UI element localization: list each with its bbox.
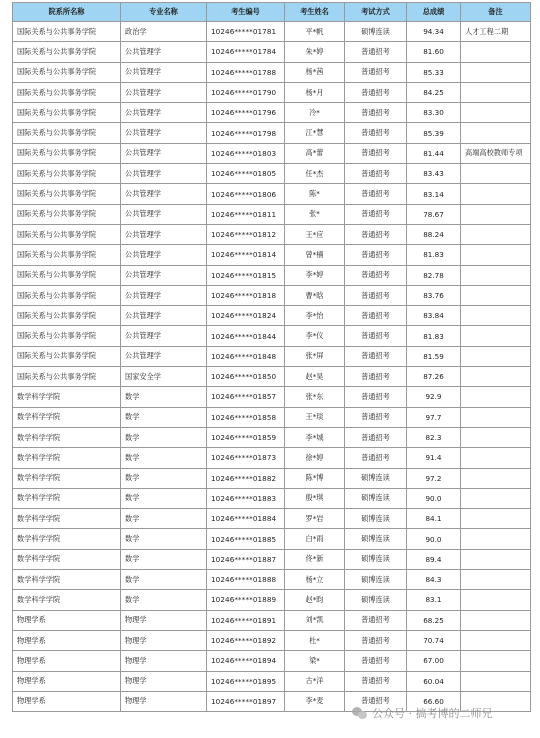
cell-total-score: 81.44 bbox=[407, 143, 461, 163]
table-row bbox=[13, 326, 531, 346]
cell-college: 国际关系与公共事务学院 bbox=[13, 82, 121, 102]
cell-candidate-name: 王*应 bbox=[285, 224, 345, 244]
cell-note bbox=[461, 245, 531, 265]
cell-note bbox=[461, 387, 531, 407]
cell-note bbox=[461, 103, 531, 123]
cell-total-score: 82.3 bbox=[407, 427, 461, 447]
table-row bbox=[13, 22, 531, 42]
cell-college: 国际关系与公共事务学院 bbox=[13, 103, 121, 123]
header-note: 备注 bbox=[461, 3, 531, 22]
cell-candidate-id: 10246*****01887 bbox=[207, 549, 285, 569]
cell-total-score: 90.0 bbox=[407, 488, 461, 508]
cell-candidate-id: 10246*****01784 bbox=[207, 42, 285, 62]
cell-major: 数学 bbox=[121, 590, 207, 610]
cell-college: 国际关系与公共事务学院 bbox=[13, 62, 121, 82]
cell-total-score: 81.83 bbox=[407, 245, 461, 265]
cell-note bbox=[461, 82, 531, 102]
cell-total-score: 83.30 bbox=[407, 103, 461, 123]
cell-candidate-id: 10246*****01883 bbox=[207, 488, 285, 508]
cell-candidate-id: 10246*****01818 bbox=[207, 285, 285, 305]
cell-total-score: 97.2 bbox=[407, 468, 461, 488]
cell-candidate-id: 10246*****01873 bbox=[207, 448, 285, 468]
cell-note bbox=[461, 184, 531, 204]
cell-college: 物理学系 bbox=[13, 651, 121, 671]
cell-college: 数学科学学院 bbox=[13, 407, 121, 427]
table-row bbox=[13, 407, 531, 427]
cell-candidate-id: 10246*****01803 bbox=[207, 143, 285, 163]
cell-total-score: 89.4 bbox=[407, 549, 461, 569]
cell-note bbox=[461, 448, 531, 468]
cell-note bbox=[461, 346, 531, 366]
cell-total-score: 66.60 bbox=[407, 691, 461, 711]
cell-major: 数学 bbox=[121, 468, 207, 488]
cell-college: 数学科学学院 bbox=[13, 529, 121, 549]
table-row bbox=[13, 265, 531, 285]
cell-candidate-name: 杨*茜 bbox=[285, 62, 345, 82]
cell-note bbox=[461, 326, 531, 346]
cell-exam-method: 普通招考 bbox=[345, 610, 407, 630]
cell-exam-method: 硕博连读 bbox=[345, 570, 407, 590]
cell-exam-method: 普通招考 bbox=[345, 427, 407, 447]
cell-candidate-name: 陈*博 bbox=[285, 468, 345, 488]
cell-candidate-name: 殷*琪 bbox=[285, 488, 345, 508]
cell-college: 物理学系 bbox=[13, 610, 121, 630]
cell-candidate-name: 李*仪 bbox=[285, 326, 345, 346]
watermark bbox=[352, 703, 493, 723]
cell-total-score: 70.74 bbox=[407, 630, 461, 650]
cell-note bbox=[461, 509, 531, 529]
cell-candidate-id: 10246*****01884 bbox=[207, 509, 285, 529]
cell-candidate-name: 杨*立 bbox=[285, 570, 345, 590]
table-row bbox=[13, 245, 531, 265]
cell-candidate-id: 10246*****01889 bbox=[207, 590, 285, 610]
table-row bbox=[13, 103, 531, 123]
cell-exam-method: 普通招考 bbox=[345, 651, 407, 671]
header-candidate-name: 考生姓名 bbox=[285, 3, 345, 22]
cell-major: 公共管理学 bbox=[121, 224, 207, 244]
cell-total-score: 92.9 bbox=[407, 387, 461, 407]
cell-total-score: 85.39 bbox=[407, 123, 461, 143]
cell-exam-method: 硕博连读 bbox=[345, 468, 407, 488]
cell-candidate-id: 10246*****01814 bbox=[207, 245, 285, 265]
cell-total-score: 81.83 bbox=[407, 326, 461, 346]
cell-total-score: 83.1 bbox=[407, 590, 461, 610]
cell-major: 公共管理学 bbox=[121, 82, 207, 102]
cell-major: 数学 bbox=[121, 448, 207, 468]
cell-major: 物理学 bbox=[121, 651, 207, 671]
cell-note bbox=[461, 204, 531, 224]
table-row bbox=[13, 488, 531, 508]
cell-candidate-name: 罗*岩 bbox=[285, 509, 345, 529]
cell-major: 数学 bbox=[121, 509, 207, 529]
cell-candidate-name: 陈* bbox=[285, 184, 345, 204]
cell-candidate-id: 10246*****01815 bbox=[207, 265, 285, 285]
cell-candidate-id: 10246*****01806 bbox=[207, 184, 285, 204]
table-header-row bbox=[13, 3, 531, 22]
cell-major: 物理学 bbox=[121, 610, 207, 630]
table-row bbox=[13, 427, 531, 447]
cell-note bbox=[461, 488, 531, 508]
watermark-text: 公众号 · 搞考博的二师兄 bbox=[372, 707, 493, 720]
cell-total-score: 88.24 bbox=[407, 224, 461, 244]
cell-total-score: 84.3 bbox=[407, 570, 461, 590]
cell-major: 数学 bbox=[121, 570, 207, 590]
cell-candidate-id: 10246*****01897 bbox=[207, 691, 285, 711]
cell-note bbox=[461, 123, 531, 143]
cell-exam-method: 普通招考 bbox=[345, 224, 407, 244]
cell-note bbox=[461, 570, 531, 590]
cell-total-score: 81.60 bbox=[407, 42, 461, 62]
cell-total-score: 87.26 bbox=[407, 367, 461, 387]
cell-candidate-id: 10246*****01805 bbox=[207, 164, 285, 184]
cell-candidate-id: 10246*****01894 bbox=[207, 651, 285, 671]
cell-exam-method: 普通招考 bbox=[345, 62, 407, 82]
cell-college: 数学科学学院 bbox=[13, 549, 121, 569]
cell-exam-method: 普通招考 bbox=[345, 691, 407, 711]
cell-exam-method: 普通招考 bbox=[345, 143, 407, 163]
cell-total-score: 85.33 bbox=[407, 62, 461, 82]
cell-candidate-name: 张*屏 bbox=[285, 346, 345, 366]
table-row bbox=[13, 590, 531, 610]
cell-total-score: 83.14 bbox=[407, 184, 461, 204]
cell-candidate-name: 佟*新 bbox=[285, 549, 345, 569]
cell-exam-method: 普通招考 bbox=[345, 184, 407, 204]
cell-note bbox=[461, 265, 531, 285]
cell-total-score: 83.76 bbox=[407, 285, 461, 305]
cell-candidate-name: 高*蕾 bbox=[285, 143, 345, 163]
cell-college: 物理学系 bbox=[13, 691, 121, 711]
cell-college: 国际关系与公共事务学院 bbox=[13, 42, 121, 62]
table-row bbox=[13, 143, 531, 163]
cell-exam-method: 普通招考 bbox=[345, 448, 407, 468]
cell-college: 国际关系与公共事务学院 bbox=[13, 326, 121, 346]
cell-major: 公共管理学 bbox=[121, 164, 207, 184]
cell-exam-method: 普通招考 bbox=[345, 346, 407, 366]
cell-note bbox=[461, 42, 531, 62]
cell-major: 政治学 bbox=[121, 22, 207, 42]
cell-total-score: 94.34 bbox=[407, 22, 461, 42]
cell-candidate-name: 杜* bbox=[285, 630, 345, 650]
cell-college: 数学科学学院 bbox=[13, 509, 121, 529]
table-row bbox=[13, 62, 531, 82]
cell-major: 公共管理学 bbox=[121, 103, 207, 123]
cell-note bbox=[461, 164, 531, 184]
cell-exam-method: 硕博连读 bbox=[345, 590, 407, 610]
cell-exam-method: 普通招考 bbox=[345, 103, 407, 123]
table-row bbox=[13, 123, 531, 143]
cell-note bbox=[461, 224, 531, 244]
table-row bbox=[13, 204, 531, 224]
cell-candidate-name: 徐*婷 bbox=[285, 448, 345, 468]
cell-note bbox=[461, 651, 531, 671]
cell-college: 国际关系与公共事务学院 bbox=[13, 224, 121, 244]
table-row bbox=[13, 184, 531, 204]
cell-note bbox=[461, 367, 531, 387]
cell-college: 国际关系与公共事务学院 bbox=[13, 143, 121, 163]
cell-candidate-name: 杨*月 bbox=[285, 82, 345, 102]
table-row bbox=[13, 671, 531, 691]
cell-candidate-name: 李*麦 bbox=[285, 691, 345, 711]
cell-major: 公共管理学 bbox=[121, 346, 207, 366]
cell-major: 数学 bbox=[121, 407, 207, 427]
cell-major: 物理学 bbox=[121, 630, 207, 650]
cell-candidate-name: 任*杰 bbox=[285, 164, 345, 184]
cell-exam-method: 普通招考 bbox=[345, 123, 407, 143]
cell-major: 公共管理学 bbox=[121, 143, 207, 163]
cell-candidate-id: 10246*****01798 bbox=[207, 123, 285, 143]
cell-exam-method: 普通招考 bbox=[345, 306, 407, 326]
table-row bbox=[13, 570, 531, 590]
wechat-icon bbox=[352, 706, 368, 720]
cell-candidate-id: 10246*****01858 bbox=[207, 407, 285, 427]
cell-college: 国际关系与公共事务学院 bbox=[13, 265, 121, 285]
cell-candidate-name: 白*雨 bbox=[285, 529, 345, 549]
cell-candidate-name: 古*洋 bbox=[285, 671, 345, 691]
cell-candidate-name: 曾*楠 bbox=[285, 245, 345, 265]
cell-candidate-name: 曹*晗 bbox=[285, 285, 345, 305]
cell-total-score: 90.0 bbox=[407, 529, 461, 549]
cell-college: 数学科学学院 bbox=[13, 488, 121, 508]
cell-major: 公共管理学 bbox=[121, 184, 207, 204]
cell-major: 公共管理学 bbox=[121, 62, 207, 82]
cell-college: 国际关系与公共事务学院 bbox=[13, 285, 121, 305]
cell-candidate-name: 梁* bbox=[285, 651, 345, 671]
cell-major: 公共管理学 bbox=[121, 306, 207, 326]
cell-major: 物理学 bbox=[121, 691, 207, 711]
table-row bbox=[13, 448, 531, 468]
cell-total-score: 84.25 bbox=[407, 82, 461, 102]
cell-college: 数学科学学院 bbox=[13, 570, 121, 590]
cell-note bbox=[461, 62, 531, 82]
cell-candidate-name: 冷* bbox=[285, 103, 345, 123]
cell-candidate-id: 10246*****01888 bbox=[207, 570, 285, 590]
cell-total-score: 67.00 bbox=[407, 651, 461, 671]
table-row bbox=[13, 509, 531, 529]
cell-exam-method: 硕博连读 bbox=[345, 509, 407, 529]
cell-total-score: 81.59 bbox=[407, 346, 461, 366]
cell-candidate-name: 张*东 bbox=[285, 387, 345, 407]
cell-note bbox=[461, 468, 531, 488]
header-major: 专业名称 bbox=[121, 3, 207, 22]
table-row bbox=[13, 306, 531, 326]
cell-candidate-name: 刘*凯 bbox=[285, 610, 345, 630]
cell-candidate-name: 赵*昊 bbox=[285, 367, 345, 387]
cell-note bbox=[461, 610, 531, 630]
header-candidate-id: 考生编号 bbox=[207, 3, 285, 22]
cell-major: 物理学 bbox=[121, 671, 207, 691]
cell-college: 国际关系与公共事务学院 bbox=[13, 204, 121, 224]
table-row bbox=[13, 82, 531, 102]
cell-college: 数学科学学院 bbox=[13, 448, 121, 468]
header-total-score: 总成绩 bbox=[407, 3, 461, 22]
cell-exam-method: 普通招考 bbox=[345, 326, 407, 346]
cell-major: 数学 bbox=[121, 427, 207, 447]
cell-exam-method: 普通招考 bbox=[345, 285, 407, 305]
cell-exam-method: 硕博连读 bbox=[345, 22, 407, 42]
cell-candidate-name: 平*帆 bbox=[285, 22, 345, 42]
header-exam-method: 考试方式 bbox=[345, 3, 407, 22]
cell-college: 国际关系与公共事务学院 bbox=[13, 22, 121, 42]
cell-exam-method: 硕博连读 bbox=[345, 488, 407, 508]
table-row bbox=[13, 549, 531, 569]
cell-total-score: 97.7 bbox=[407, 407, 461, 427]
cell-exam-method: 普通招考 bbox=[345, 630, 407, 650]
cell-note bbox=[461, 306, 531, 326]
cell-exam-method: 硕博连读 bbox=[345, 529, 407, 549]
cell-candidate-id: 10246*****01892 bbox=[207, 630, 285, 650]
cell-note bbox=[461, 285, 531, 305]
cell-exam-method: 普通招考 bbox=[345, 204, 407, 224]
table-row bbox=[13, 651, 531, 671]
table-row bbox=[13, 367, 531, 387]
table-row bbox=[13, 346, 531, 366]
table-row bbox=[13, 630, 531, 650]
cell-college: 数学科学学院 bbox=[13, 427, 121, 447]
cell-note bbox=[461, 590, 531, 610]
cell-note: 人才工程二期 bbox=[461, 22, 531, 42]
cell-candidate-id: 10246*****01891 bbox=[207, 610, 285, 630]
cell-college: 国际关系与公共事务学院 bbox=[13, 245, 121, 265]
cell-exam-method: 硕博连读 bbox=[345, 549, 407, 569]
cell-candidate-name: 李*婷 bbox=[285, 265, 345, 285]
cell-candidate-id: 10246*****01859 bbox=[207, 427, 285, 447]
cell-total-score: 78.67 bbox=[407, 204, 461, 224]
cell-major: 公共管理学 bbox=[121, 285, 207, 305]
cell-college: 国际关系与公共事务学院 bbox=[13, 123, 121, 143]
cell-candidate-id: 10246*****01811 bbox=[207, 204, 285, 224]
cell-college: 数学科学学院 bbox=[13, 468, 121, 488]
header-college: 院系所名称 bbox=[13, 3, 121, 22]
cell-note bbox=[461, 529, 531, 549]
table-row bbox=[13, 610, 531, 630]
cell-exam-method: 普通招考 bbox=[345, 387, 407, 407]
cell-candidate-name: 江*慧 bbox=[285, 123, 345, 143]
table-row bbox=[13, 42, 531, 62]
cell-major: 公共管理学 bbox=[121, 245, 207, 265]
admission-results-table bbox=[12, 2, 531, 712]
cell-major: 数学 bbox=[121, 488, 207, 508]
cell-candidate-id: 10246*****01812 bbox=[207, 224, 285, 244]
cell-candidate-id: 10246*****01882 bbox=[207, 468, 285, 488]
cell-candidate-id: 10246*****01885 bbox=[207, 529, 285, 549]
table-row bbox=[13, 468, 531, 488]
cell-candidate-id: 10246*****01848 bbox=[207, 346, 285, 366]
cell-candidate-name: 王*琰 bbox=[285, 407, 345, 427]
cell-college: 数学科学学院 bbox=[13, 590, 121, 610]
cell-exam-method: 普通招考 bbox=[345, 245, 407, 265]
cell-total-score: 82.78 bbox=[407, 265, 461, 285]
cell-note: 高端高校教师专项 bbox=[461, 143, 531, 163]
cell-exam-method: 普通招考 bbox=[345, 367, 407, 387]
cell-exam-method: 普通招考 bbox=[345, 407, 407, 427]
cell-total-score: 83.43 bbox=[407, 164, 461, 184]
cell-exam-method: 普通招考 bbox=[345, 42, 407, 62]
cell-candidate-name: 李*城 bbox=[285, 427, 345, 447]
cell-total-score: 83.84 bbox=[407, 306, 461, 326]
cell-major: 公共管理学 bbox=[121, 326, 207, 346]
table-row bbox=[13, 529, 531, 549]
cell-candidate-id: 10246*****01857 bbox=[207, 387, 285, 407]
cell-major: 公共管理学 bbox=[121, 265, 207, 285]
cell-total-score: 91.4 bbox=[407, 448, 461, 468]
cell-candidate-id: 10246*****01796 bbox=[207, 103, 285, 123]
cell-exam-method: 普通招考 bbox=[345, 164, 407, 184]
cell-note bbox=[461, 671, 531, 691]
cell-note bbox=[461, 549, 531, 569]
cell-total-score: 60.04 bbox=[407, 671, 461, 691]
cell-note bbox=[461, 407, 531, 427]
cell-note bbox=[461, 630, 531, 650]
table-row bbox=[13, 387, 531, 407]
cell-major: 数学 bbox=[121, 549, 207, 569]
cell-major: 公共管理学 bbox=[121, 204, 207, 224]
cell-candidate-id: 10246*****01850 bbox=[207, 367, 285, 387]
cell-candidate-name: 张* bbox=[285, 204, 345, 224]
cell-candidate-id: 10246*****01788 bbox=[207, 62, 285, 82]
cell-college: 物理学系 bbox=[13, 630, 121, 650]
cell-candidate-name: 李*怡 bbox=[285, 306, 345, 326]
cell-college: 国际关系与公共事务学院 bbox=[13, 346, 121, 366]
cell-note bbox=[461, 427, 531, 447]
cell-major: 国家安全学 bbox=[121, 367, 207, 387]
cell-candidate-id: 10246*****01824 bbox=[207, 306, 285, 326]
cell-exam-method: 普通招考 bbox=[345, 265, 407, 285]
cell-college: 数学科学学院 bbox=[13, 387, 121, 407]
table-row bbox=[13, 224, 531, 244]
cell-major: 公共管理学 bbox=[121, 42, 207, 62]
cell-candidate-name: 赵*昀 bbox=[285, 590, 345, 610]
cell-college: 国际关系与公共事务学院 bbox=[13, 164, 121, 184]
cell-candidate-id: 10246*****01790 bbox=[207, 82, 285, 102]
cell-major: 数学 bbox=[121, 529, 207, 549]
cell-college: 国际关系与公共事务学院 bbox=[13, 367, 121, 387]
cell-candidate-id: 10246*****01895 bbox=[207, 671, 285, 691]
cell-college: 国际关系与公共事务学院 bbox=[13, 306, 121, 326]
table-row bbox=[13, 285, 531, 305]
cell-candidate-id: 10246*****01844 bbox=[207, 326, 285, 346]
cell-college: 国际关系与公共事务学院 bbox=[13, 184, 121, 204]
cell-major: 公共管理学 bbox=[121, 123, 207, 143]
cell-total-score: 84.1 bbox=[407, 509, 461, 529]
cell-college: 物理学系 bbox=[13, 671, 121, 691]
cell-candidate-id: 10246*****01781 bbox=[207, 22, 285, 42]
cell-total-score: 68.25 bbox=[407, 610, 461, 630]
table-row bbox=[13, 164, 531, 184]
cell-exam-method: 普通招考 bbox=[345, 82, 407, 102]
cell-exam-method: 普通招考 bbox=[345, 671, 407, 691]
cell-major: 数学 bbox=[121, 387, 207, 407]
cell-candidate-name: 朱*婷 bbox=[285, 42, 345, 62]
